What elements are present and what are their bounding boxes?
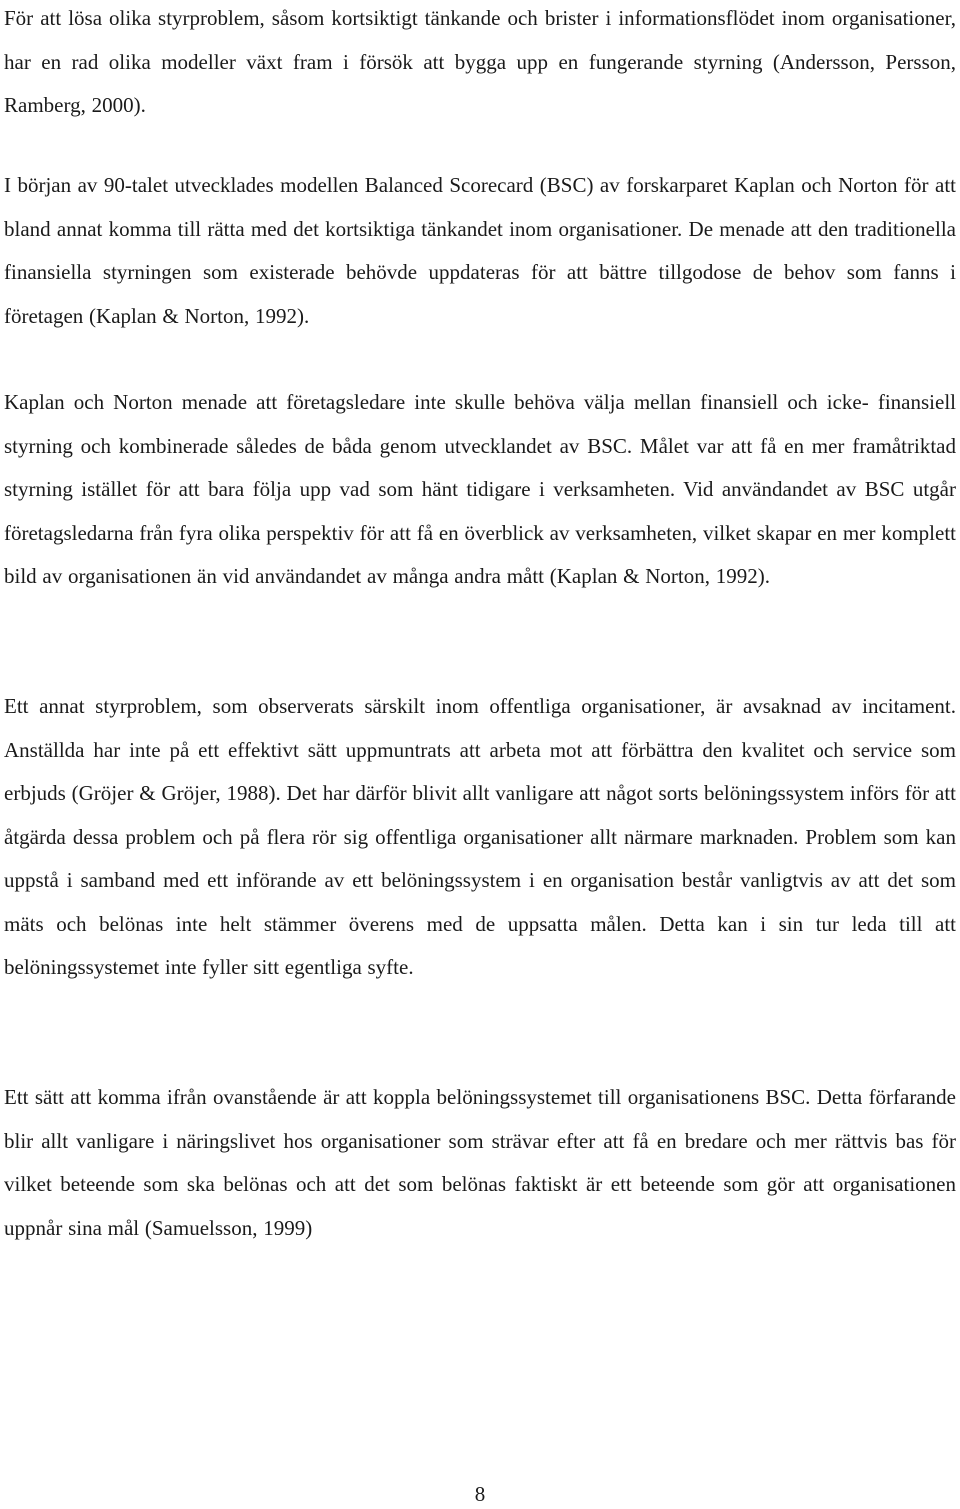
page-number: 8 <box>474 1482 486 1506</box>
paragraph-incitament-belöningssystem: Ett annat styrproblem, som observerats särskilt inom offentliga organisationer, är avsaknad av incitament. Anställda har inte på ett effektivt sätt uppmuntrats att arbeta mot att förbättra den kvalitet och service som erbjuds (Gröjer & Gröjer, 1988). Det har därför blivit allt vanligare att något sorts belöningssystem införs för att åtgärda dessa problem och på flera rör sig offentliga organisationer allt närmare marknaden. Problem som kan uppstå i samband med ett införande av ett belöningssystem i en organisation består vanligtvis av att det som mäts och belönas inte helt stämmer överens med de uppsatta målen. Detta kan i sin tur leda till att belöningssystemet inte fyller sitt egentliga syfte. <box>4 694 956 979</box>
paragraph-koppla-bsc: Ett sätt att komma ifrån ovanstående är att koppla belöningssystemet till organisationens BSC. Detta förfarande blir allt vanligare i näringslivet hos organisationer som strävar efter att få en bredare och mer rättvis bas för vilket beteende som ska belönas och att det som belönas faktiskt är ett beteende som gör att organisationen uppnår sina mål (Samuelsson, 1999) <box>4 1085 956 1240</box>
paragraph-kaplan-norton-perspektiv: Kaplan och Norton menade att företagsledare inte skulle behöva välja mellan finansiell och icke- finansiell styrning och kombinerade således de båda genom utvecklandet av BSC. Målet var att få en mer framåtriktad styrning istället för att bara följa upp vad som hänt tidigare i verksamheten. Vid användandet av BSC utgår företagsledarna från fyra olika perspektiv för att få en överblick av verksamheten, vilket skapar en mer komplett bild av organisationen än vid användandet av många andra mått (Kaplan & Norton, 1992). <box>4 390 956 588</box>
paragraph-styrproblem-modeller: För att lösa olika styrproblem, såsom kortsiktigt tänkande och brister i informationsflödet inom organisationer, har en rad olika modeller växt fram i försök att bygga upp en fungerande styrning (Andersson, Persson, Ramberg, 2000). <box>4 6 956 117</box>
paragraph-balanced-scorecard-origin: I början av 90-talet utvecklades modellen Balanced Scorecard (BSC) av forskarparet Kaplan och Norton för att bland annat komma till rätta med det kortsiktiga tänkandet inom organisationer. De menade att den traditionella finansiella styrningen som existerade behövde uppdateras för att bättre tillgodose de behov som fanns i företagen (Kaplan & Norton, 1992). <box>4 173 956 328</box>
